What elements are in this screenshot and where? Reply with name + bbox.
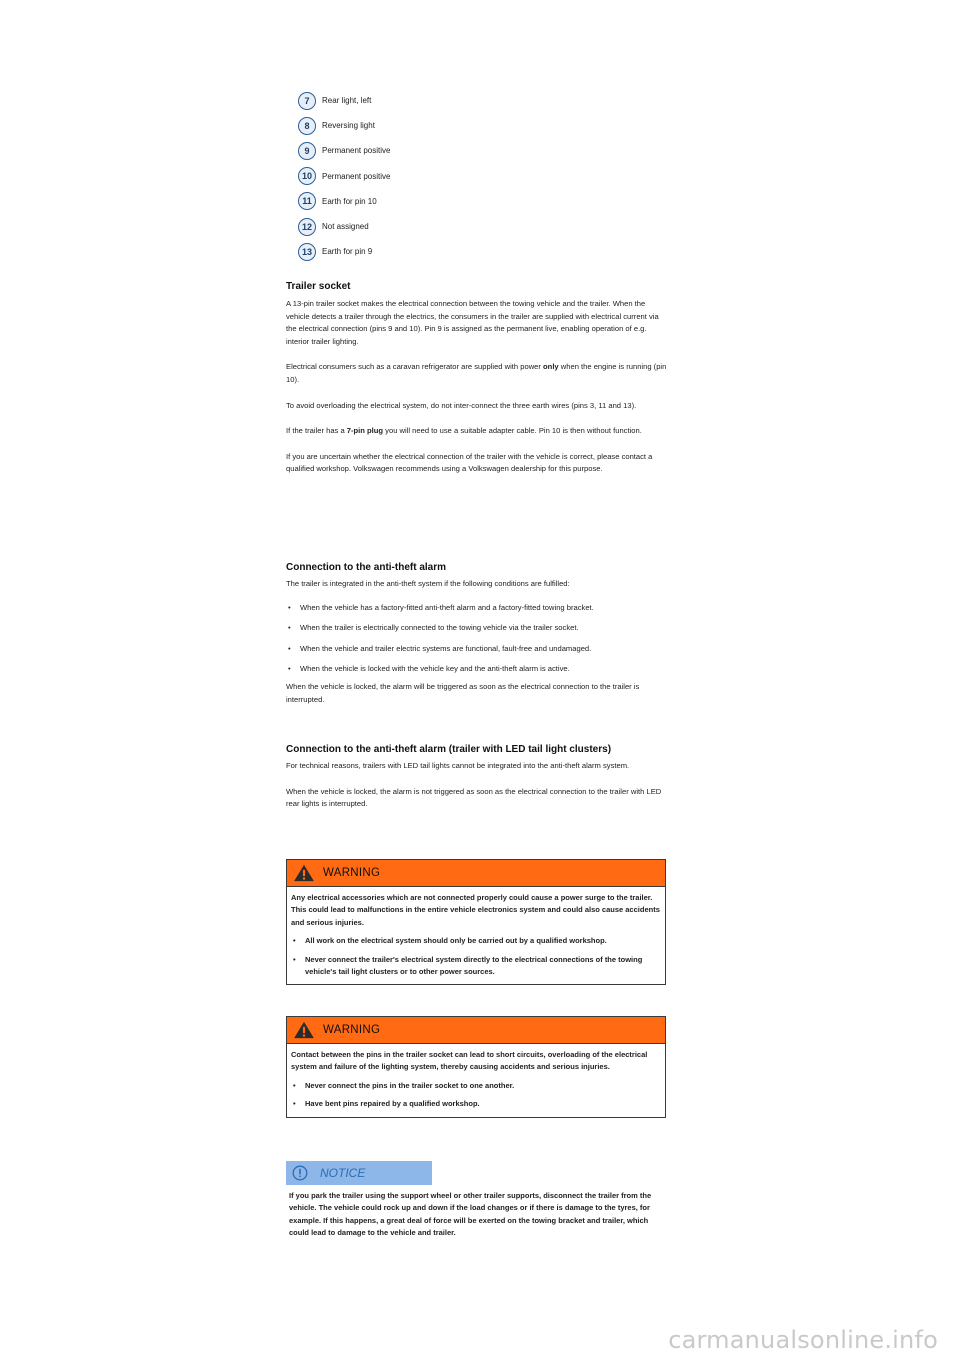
anti-theft-section (286, 562, 668, 706)
anti-theft-led-section (286, 744, 668, 811)
notice-body (289, 1190, 667, 1240)
warning-text: Any electrical accessories which are not connected properly could cause a power surge to the trailer. This could lead to malfunctions in the entire vehicle electronics system and could also cause accidents and serious injuries. (291, 893, 660, 927)
section-heading: Trailer socket (286, 281, 351, 292)
list-item: • When the vehicle has a factory-fitted anti-theft alarm and a factory-fitted towing bracket. (286, 602, 668, 614)
list-item: • Never connect the trailer's electrical system directly to the electrical connections of the towing vehicle's tail light clusters or to other power sources. (291, 954, 661, 979)
paragraph: If you are uncertain whether the electrical connection of the trailer with the vehicle is correct, please contact a qualified workshop. Volkswagen recommends using a Volkswagen dealership for this purpose. (286, 451, 653, 474)
watermark: carmanualsonline.info (668, 1326, 938, 1354)
warning-list (291, 935, 661, 978)
pin-label: Permanent positive (322, 171, 391, 181)
pin-label: Not assigned (322, 222, 369, 232)
pin-label: Earth for pin 10 (322, 196, 377, 206)
exclamation-circle-icon (292, 1165, 308, 1181)
pin-label: Rear light, left (322, 96, 372, 106)
paragraph: When the vehicle is locked, the alarm will be triggered as soon as the electrical connection to the trailer is interrupted. (286, 681, 640, 704)
pin-number-badge: 7 (298, 92, 316, 110)
pin-row (298, 138, 390, 163)
warning-list (291, 1080, 661, 1111)
list-item: • When the trailer is electrically connected to the towing vehicle via the trailer socket. (286, 622, 668, 634)
pin-label: Earth for pin 9 (322, 247, 373, 257)
list-item: • When the vehicle is locked with the vehicle key and the anti-theft alarm is active. (286, 663, 668, 675)
paragraph: The trailer is integrated in the anti-theft system if the following conditions are fulfilled: (286, 579, 570, 588)
pin-number-badge: 13 (298, 243, 316, 261)
warning-header (287, 1017, 665, 1044)
pin-row (298, 189, 390, 214)
pin-label: Reversing light (322, 121, 375, 131)
pin-number-badge: 8 (298, 117, 316, 135)
warning-triangle-icon (293, 1021, 315, 1039)
warning-header (287, 860, 665, 887)
warning-box (286, 1016, 666, 1118)
paragraph: If the trailer has a 7-pin plug you will need to use a suitable adapter cable. Pin 10 is then without function. (286, 426, 642, 436)
section-heading: Connection to the anti-theft alarm (trailer with LED tail light clusters) (286, 744, 612, 755)
pin-row (298, 164, 390, 189)
warning-title: WARNING (323, 1024, 381, 1036)
notice-header (286, 1161, 432, 1185)
condition-list (286, 602, 668, 676)
warning-box (286, 859, 666, 985)
notice-text: If you park the trailer using the support wheel or other trailer supports, disconnect the trailer from the vehicle. The vehicle could rock up and down if the load changes or if there is damage to the tyres, for example. If this happens, a great deal of force will be exerted on the towing bracket and trailer, which could lead to damage to the vehicle and trailer. (289, 1191, 652, 1238)
trailer-socket-section (286, 281, 668, 476)
list-item: • Have bent pins repaired by a qualified workshop. (291, 1098, 661, 1110)
list-item: • Never connect the pins in the trailer socket to one another. (291, 1080, 661, 1092)
pin-row (298, 239, 390, 264)
pin-legend (298, 88, 390, 264)
pin-number-badge: 12 (298, 218, 316, 236)
section-heading: Connection to the anti-theft alarm (286, 562, 446, 573)
warning-body (287, 1044, 665, 1117)
warning-body (287, 887, 665, 984)
paragraph: For technical reasons, trailers with LED tail lights cannot be integrated into the anti-theft alarm system. (286, 761, 630, 770)
warning-triangle-icon (293, 864, 315, 882)
pin-row (298, 88, 390, 113)
paragraph: To avoid overloading the electrical system, do not inter-connect the three earth wires (pins 3, 11 and 13). (286, 400, 637, 410)
pin-label: Permanent positive (322, 146, 391, 156)
warning-title: WARNING (323, 867, 381, 879)
bold-text: 7-pin plug (346, 426, 384, 436)
warning-text: Contact between the pins in the trailer socket can lead to short circuits, overloading of the electrical system and failure of the lighting system, thereby causing accidents and serious injuries. (291, 1050, 648, 1072)
list-item: • All work on the electrical system should only be carried out by a qualified workshop. (291, 935, 661, 947)
bold-text: only (543, 362, 559, 372)
notice-title: NOTICE (320, 1166, 366, 1180)
list-item: • When the vehicle and trailer electric systems are functional, fault-free and undamaged. (286, 643, 668, 655)
paragraph: Electrical consumers such as a caravan refrigerator are supplied with power only when the engine is running (pin 10). (286, 362, 667, 384)
paragraph: When the vehicle is locked, the alarm is not triggered as soon as the electrical connection to the trailer with LED rear lights is interrupted. (286, 786, 662, 809)
pin-number-badge: 11 (298, 192, 316, 210)
pin-row (298, 113, 390, 138)
pin-number-badge: 9 (298, 142, 316, 160)
pin-number-badge: 10 (298, 167, 316, 185)
pin-row (298, 214, 390, 239)
paragraph: A 13-pin trailer socket makes the electrical connection between the towing vehicle and the trailer. When the vehicle detects a trailer through the electrics, the consumers in the trailer are supplied with electrical current via the electrical connection (pins 9 and 10). Pin 9 is assigned as the permanent live, enabling operation of e.g. interior trailer lighting. (286, 299, 659, 346)
